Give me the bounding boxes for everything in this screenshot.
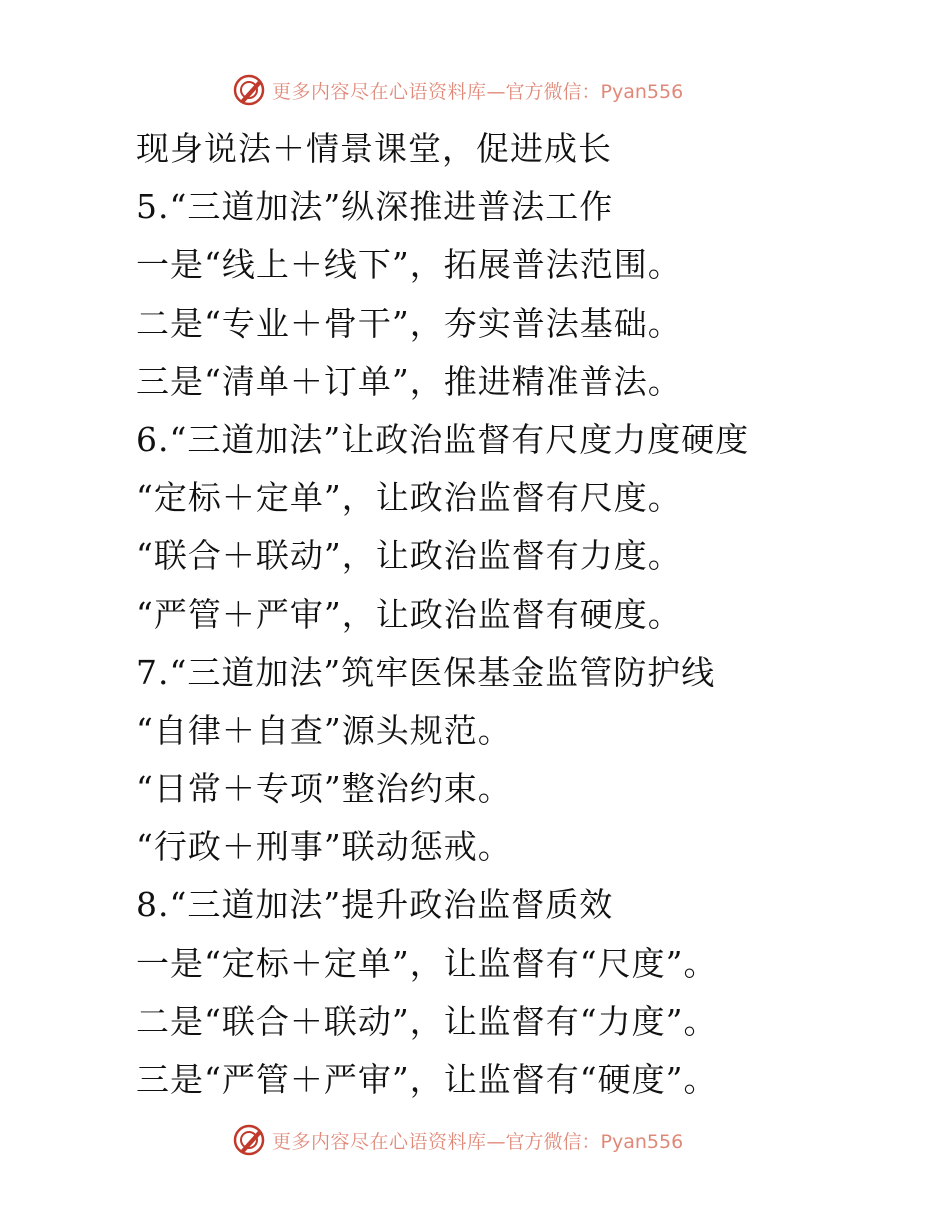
header-watermark-banner (232, 72, 683, 108)
footer-watermark-banner (232, 1122, 683, 1158)
section-heading: 6.“三道加法”让政治监督有尺度力度硬度 (136, 419, 750, 459)
banner-contact-text: —官方微信：Pyan556 (486, 80, 684, 103)
pen-logo-icon (232, 1123, 266, 1157)
text-line: “行政＋刑事”联动惩戒。 (136, 827, 512, 867)
text-line: “自律＋自查”源头规范。 (136, 710, 512, 750)
text-line: 二是“联合＋联动”，让监督有“力度”。 (136, 1001, 718, 1041)
text-line: “联合＋联动”，让政治监督有力度。 (136, 536, 682, 576)
pen-logo-icon (232, 73, 266, 107)
banner-site-text: 更多内容尽在心语资料库 (272, 80, 487, 103)
document-body (136, 120, 916, 1109)
text-line: 二是“专业＋骨干”，夯实普法基础。 (136, 303, 682, 343)
section-heading: 5.“三道加法”纵深推进普法工作 (136, 187, 614, 227)
text-line: 一是“线上＋线下”，拓展普法范围。 (136, 245, 682, 285)
text-line: “日常＋专项”整治约束。 (136, 769, 512, 809)
section-heading: 8.“三道加法”提升政治监督质效 (136, 885, 614, 925)
text-line: “严管＋严审”，让政治监督有硬度。 (136, 594, 682, 634)
banner-contact-text: —官方微信：Pyan556 (486, 1130, 684, 1153)
text-line: 一是“定标＋定单”，让监督有“尺度”。 (136, 943, 718, 983)
text-line: “定标＋定单”，让政治监督有尺度。 (136, 478, 682, 518)
text-line: 三是“严管＋严审”，让监督有“硬度”。 (136, 1060, 718, 1099)
text-line: 三是“清单＋订单”，推进精准普法。 (136, 361, 682, 401)
section-heading: 7.“三道加法”筑牢医保基金监管防护线 (136, 652, 716, 692)
banner-site-text: 更多内容尽在心语资料库 (272, 1130, 487, 1153)
text-line: 现身说法＋情景课堂，促进成长 (136, 129, 612, 168)
